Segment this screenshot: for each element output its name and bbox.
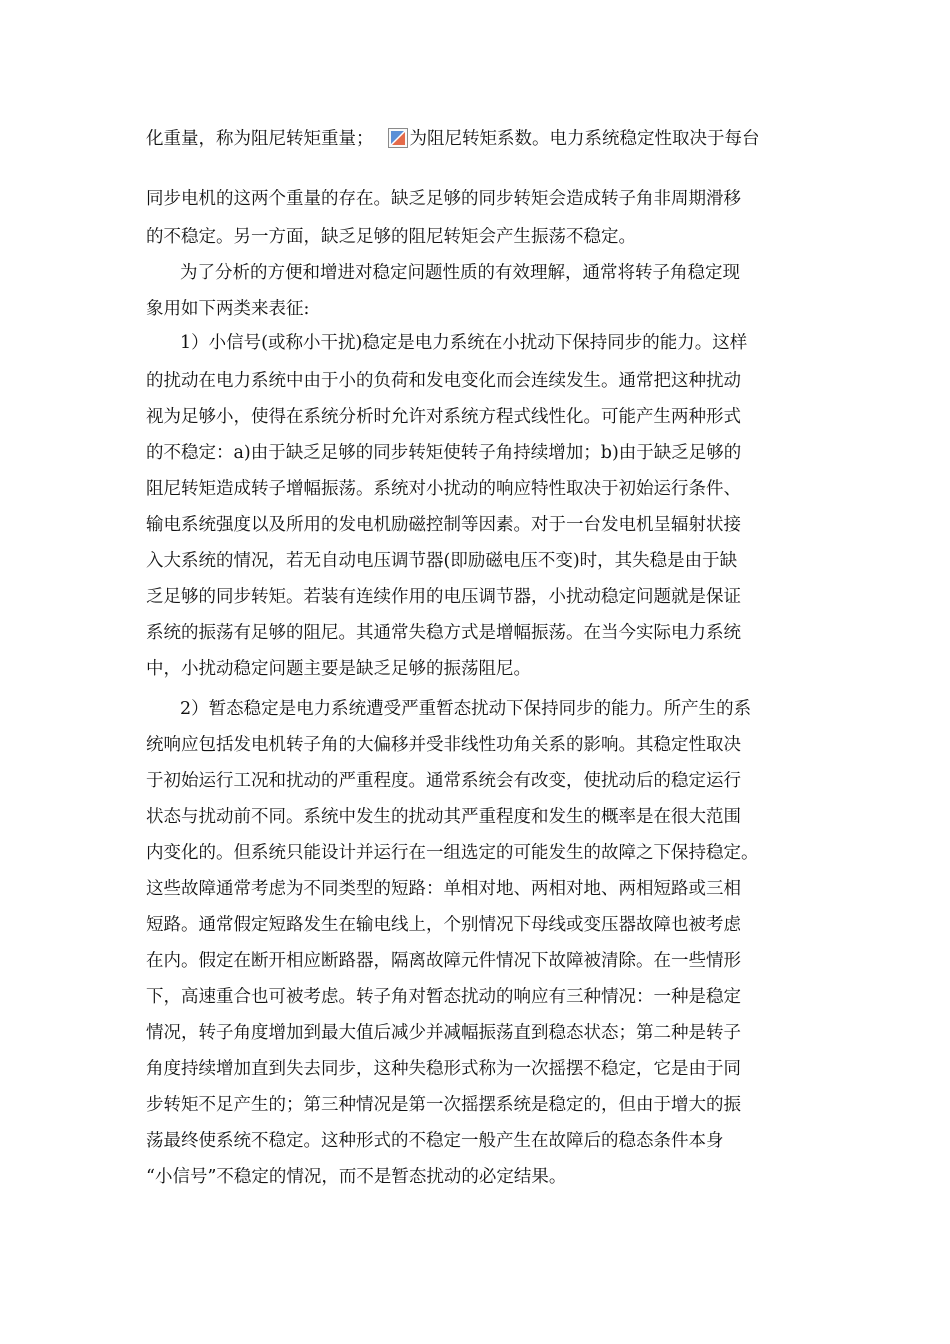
text-line: 阻尼转矩造成转子增幅振荡。系统对小扰动的响应特性取决于初始运行条件、: [146, 479, 741, 499]
text-line: 中，小扰动稳定问题主要是缺乏足够的振荡阻尼。: [146, 659, 531, 679]
text-line: 短路。通常假定短路发生在输电线上，个别情况下母线或变压器故障也被考虑: [146, 915, 741, 935]
text-line: 的不稳定：a)由于缺乏足够的同步转矩使转子角持续增加；b)由于缺乏足够的: [146, 443, 742, 463]
text-segment: 为阻尼转矩系数。电力系统稳定性取决于每台: [409, 129, 760, 149]
paragraph-start: 为了分析的方便和增进对稳定问题性质的有效理解，通常将转子角稳定现: [180, 263, 740, 283]
text-line: 于初始运行工况和扰动的严重程度。通常系统会有改变，使扰动后的稳定运行: [146, 771, 741, 791]
text-line-3: 的不稳定。另一方面，缺乏足够的阻尼转矩会产生振荡不稳定。: [146, 227, 636, 247]
text-line: 象用如下两类来表征:: [146, 299, 310, 319]
text-line: 状态与扰动前不同。系统中发生的扰动其严重程度和发生的概率是在很大范围: [146, 807, 741, 827]
text-line: 情况，转子角度增加到最大值后减少并减幅振荡直到稳态状态；第二种是转子: [146, 1023, 741, 1043]
text-line: 这些故障通常考虑为不同类型的短路：单相对地、两相对地、两相短路或三相: [146, 879, 741, 899]
text-line: 下，高速重合也可被考虑。转子角对暂态扰动的响应有三种情况：一种是稳定: [146, 987, 741, 1007]
text-line: 步转矩不足产生的；第三种情况是第一次摇摆系统是稳定的，但由于增大的振: [146, 1095, 741, 1115]
text-line: 系统的振荡有足够的阻尼。其通常失稳方式是增幅振荡。在当今实际电力系统: [146, 623, 741, 643]
text-line: 输电系统强度以及所用的发电机励磁控制等因素。对于一台发电机呈辐射状接: [146, 515, 741, 535]
broken-image-icon: [388, 128, 408, 148]
text-line: 入大系统的情况，若无自动电压调节器(即励磁电压不变)时，其失稳是由于缺: [146, 551, 738, 571]
text-segment: 化重量，称为阻尼转矩重量；: [146, 129, 374, 149]
text-line-1: [146, 124, 810, 154]
text-line: 视为足够小，使得在系统分析时允许对系统方程式线性化。可能产生两种形式: [146, 407, 741, 427]
text-line: “小信号”不稳定的情况，而不是暂态扰动的必定结果。: [146, 1167, 567, 1187]
text-line: 的扰动在电力系统中由于小的负荷和发电变化而会连续发生。通常把这种扰动: [146, 371, 741, 391]
text-line: 内变化的。但系统只能设计并运行在一组选定的可能发生的故障之下保持稳定。: [146, 843, 759, 863]
paragraph-start: 1）小信号(或称小干扰)稳定是电力系统在小扰动下保持同步的能力。这样: [180, 333, 748, 353]
paragraph-start: 2）暂态稳定是电力系统遭受严重暂态扰动下保持同步的能力。所产生的系: [180, 699, 752, 719]
text-line: 角度持续增加直到失去同步，这种失稳形式称为一次摇摆不稳定，它是由于同: [146, 1059, 741, 1079]
text-line: 在内。假定在断开相应断路器，隔离故障元件情况下故障被清除。在一些情形: [146, 951, 741, 971]
text-line: 统响应包括发电机转子角的大偏移并受非线性功角关系的影响。其稳定性取决: [146, 735, 741, 755]
text-line: 荡最终使系统不稳定。这种形式的不稳定一般产生在故障后的稳态条件本身: [146, 1131, 724, 1151]
text-line: 乏足够的同步转矩。若装有连续作用的电压调节器，小扰动稳定问题就是保证: [146, 587, 741, 607]
text-line-2: 同步电机的这两个重量的存在。缺乏足够的同步转矩会造成转子角非周期滑移: [146, 189, 741, 209]
